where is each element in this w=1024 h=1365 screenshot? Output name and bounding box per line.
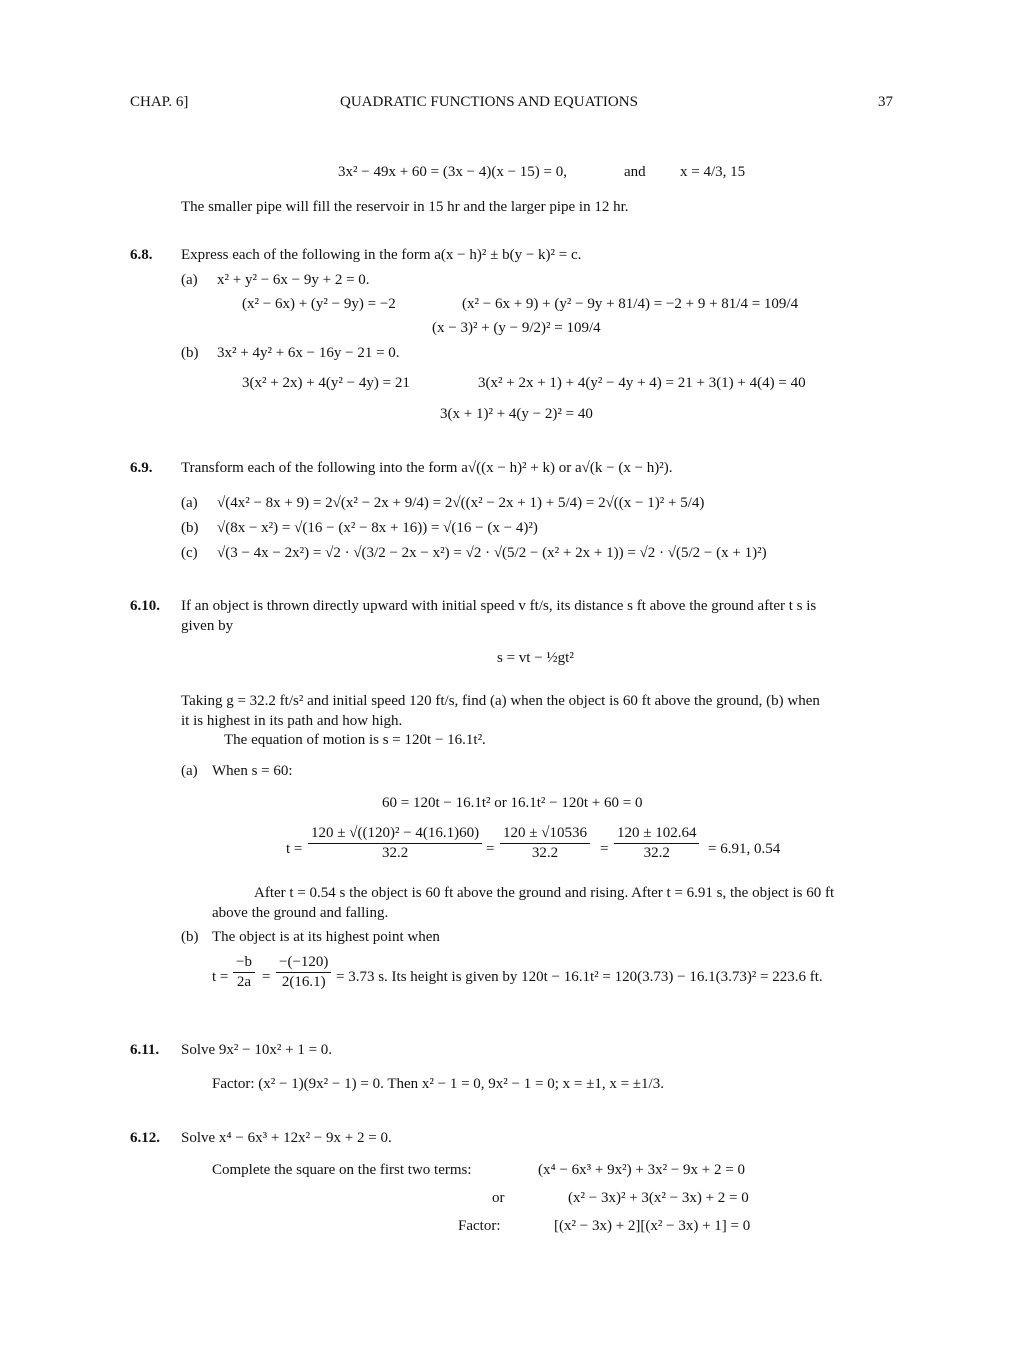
fraction-denominator: 2a <box>236 974 252 990</box>
equals-sign: = <box>600 841 609 857</box>
solution-step: [(x² − 3x) + 2][(x² − 3x) + 1] = 0 <box>554 1218 751 1234</box>
chapter-label: CHAP. 6] <box>130 94 189 110</box>
problem-prompt: Solve 9x² − 10x² + 1 = 0. <box>181 1042 333 1058</box>
problem-prompt: Solve x⁴ − 6x³ + 12x² − 9x + 2 = 0. <box>181 1130 392 1146</box>
solution-step: 3(x + 1)² + 4(y − 2)² = 40 <box>440 406 593 422</box>
fraction <box>500 826 590 861</box>
part-text: After t = 0.54 s the object is 60 ft above the ground and rising. After t = 6.91 s, the object is 60 ft <box>254 885 835 901</box>
problem-number: 6.12. <box>130 1130 160 1146</box>
solution-step: Factor: (x² − 1)(9x² − 1) = 0. Then x² − 1 = 0, 9x² − 1 = 0; x = ±1, x = ±1/3. <box>212 1076 664 1092</box>
problem-number: 6.9. <box>130 460 153 476</box>
problem-text: Taking g = 32.2 ft/s² and initial speed 120 ft/s, find (a) when the object is 60 ft above the ground, (b) when <box>181 693 820 709</box>
b-result: = 3.73 s. Its height is given by 120t − 16.1t² = 120(3.73) − 16.1(3.73)² = 223.6 ft. <box>336 969 823 985</box>
problem-prompt: Transform each of the following into the form a√((x − h)² + k) or a√(k − (x − h)²). <box>181 460 673 476</box>
fraction-numerator: −b <box>233 955 255 973</box>
carry-equation: 3x² − 49x + 60 = (3x − 4)(x − 15) = 0, <box>338 164 567 180</box>
t-lhs: t = <box>286 841 303 857</box>
fraction-denominator: 32.2 <box>643 845 670 861</box>
problem-number: 6.10. <box>130 598 160 614</box>
part-text: The object is at its highest point when <box>212 929 440 945</box>
motion-formula: s = vt − ½gt² <box>497 650 574 666</box>
part-label: (c) <box>181 545 198 561</box>
fraction <box>276 955 331 990</box>
solution-step: 3(x² + 2x) + 4(y² − 4y) = 21 <box>242 375 410 391</box>
page-title: QUADRATIC FUNCTIONS AND EQUATIONS <box>340 94 638 110</box>
problem-text: it is highest in its path and how high. <box>181 713 403 729</box>
part-equation: √(8x − x²) = √(16 − (x² − 8x + 16)) = √(16 − (x − 4)²) <box>217 520 538 536</box>
t-result: = 6.91, 0.54 <box>708 841 781 857</box>
part-equation: 3x² + 4y² + 6x − 16y − 21 = 0. <box>217 345 400 361</box>
part-equation: x² + y² − 6x − 9y + 2 = 0. <box>217 272 370 288</box>
step-label: Complete the square on the first two terms: <box>212 1162 472 1178</box>
part-text: above the ground and falling. <box>212 905 389 921</box>
part-label: (a) <box>181 495 198 511</box>
part-text: When s = 60: <box>212 763 293 779</box>
solution-step: (x − 3)² + (y − 9/2)² = 109/4 <box>432 320 601 336</box>
fraction-numerator: −(−120) <box>276 955 331 973</box>
page-number: 37 <box>878 94 893 110</box>
fraction-denominator: 2(16.1) <box>281 974 326 990</box>
part-equation: √(3 − 4x − 2x²) = √2 · √(3/2 − 2x − x²) = √2 · √(5/2 − (x² + 2x + 1)) = √2 · √(5/2 − (x + 1)²) <box>217 545 767 561</box>
problem-number: 6.11. <box>130 1042 160 1058</box>
problem-text: The equation of motion is s = 120t − 16.1t². <box>224 732 486 748</box>
step-label: Factor: <box>458 1218 501 1234</box>
fraction-numerator: 120 ± 102.64 <box>614 826 699 844</box>
fraction-denominator: 32.2 <box>531 845 559 861</box>
problem-prompt: Express each of the following in the form a(x − h)² ± b(y − k)² = c. <box>181 247 582 263</box>
fraction-numerator: 120 ± √10536 <box>500 826 590 844</box>
solution-step: (x² − 6x + 9) + (y² − 9y + 81/4) = −2 + 9 + 81/4 = 109/4 <box>462 296 799 312</box>
problem-number: 6.8. <box>130 247 153 263</box>
problem-text: given by <box>181 618 234 634</box>
carry-and: and <box>624 164 646 180</box>
part-equation: √(4x² − 8x + 9) = 2√(x² − 2x + 9/4) = 2√((x² − 2x + 1) + 5/4) = 2√((x − 1)² + 5/4) <box>217 495 705 511</box>
fraction-denominator: 32.2 <box>381 845 409 861</box>
part-label: (a) <box>181 272 198 288</box>
solution-step: (x² − 6x) + (y² − 9y) = −2 <box>242 296 396 312</box>
solution-step: (x² − 3x)² + 3(x² − 3x) + 2 = 0 <box>568 1190 749 1206</box>
t-lhs: t = <box>212 969 229 985</box>
fraction <box>614 826 699 861</box>
problem-text: If an object is thrown directly upward with initial speed v ft/s, its distance s ft above the ground after t s is <box>181 598 817 614</box>
part-label: (b) <box>181 929 199 945</box>
equals-sign: = <box>262 969 271 985</box>
carry-solution: x = 4/3, 15 <box>680 164 746 180</box>
fraction <box>308 826 482 861</box>
part-label: (b) <box>181 345 199 361</box>
part-equation: 60 = 120t − 16.1t² or 16.1t² − 120t + 60 = 0 <box>382 795 643 811</box>
part-label: (a) <box>181 763 198 779</box>
solution-step: 3(x² + 2x + 1) + 4(y² − 4y + 4) = 21 + 3(1) + 4(4) = 40 <box>478 375 806 391</box>
part-label: (b) <box>181 520 199 536</box>
fraction-numerator: 120 ± √((120)² − 4(16.1)60) <box>308 826 482 844</box>
fraction <box>233 955 255 990</box>
equals-sign: = <box>486 841 495 857</box>
solution-step: (x⁴ − 6x³ + 9x²) + 3x² − 9x + 2 = 0 <box>538 1162 745 1178</box>
step-label: or <box>492 1190 505 1206</box>
carry-text: The smaller pipe will fill the reservoir in 15 hr and the larger pipe in 12 hr. <box>181 199 629 215</box>
